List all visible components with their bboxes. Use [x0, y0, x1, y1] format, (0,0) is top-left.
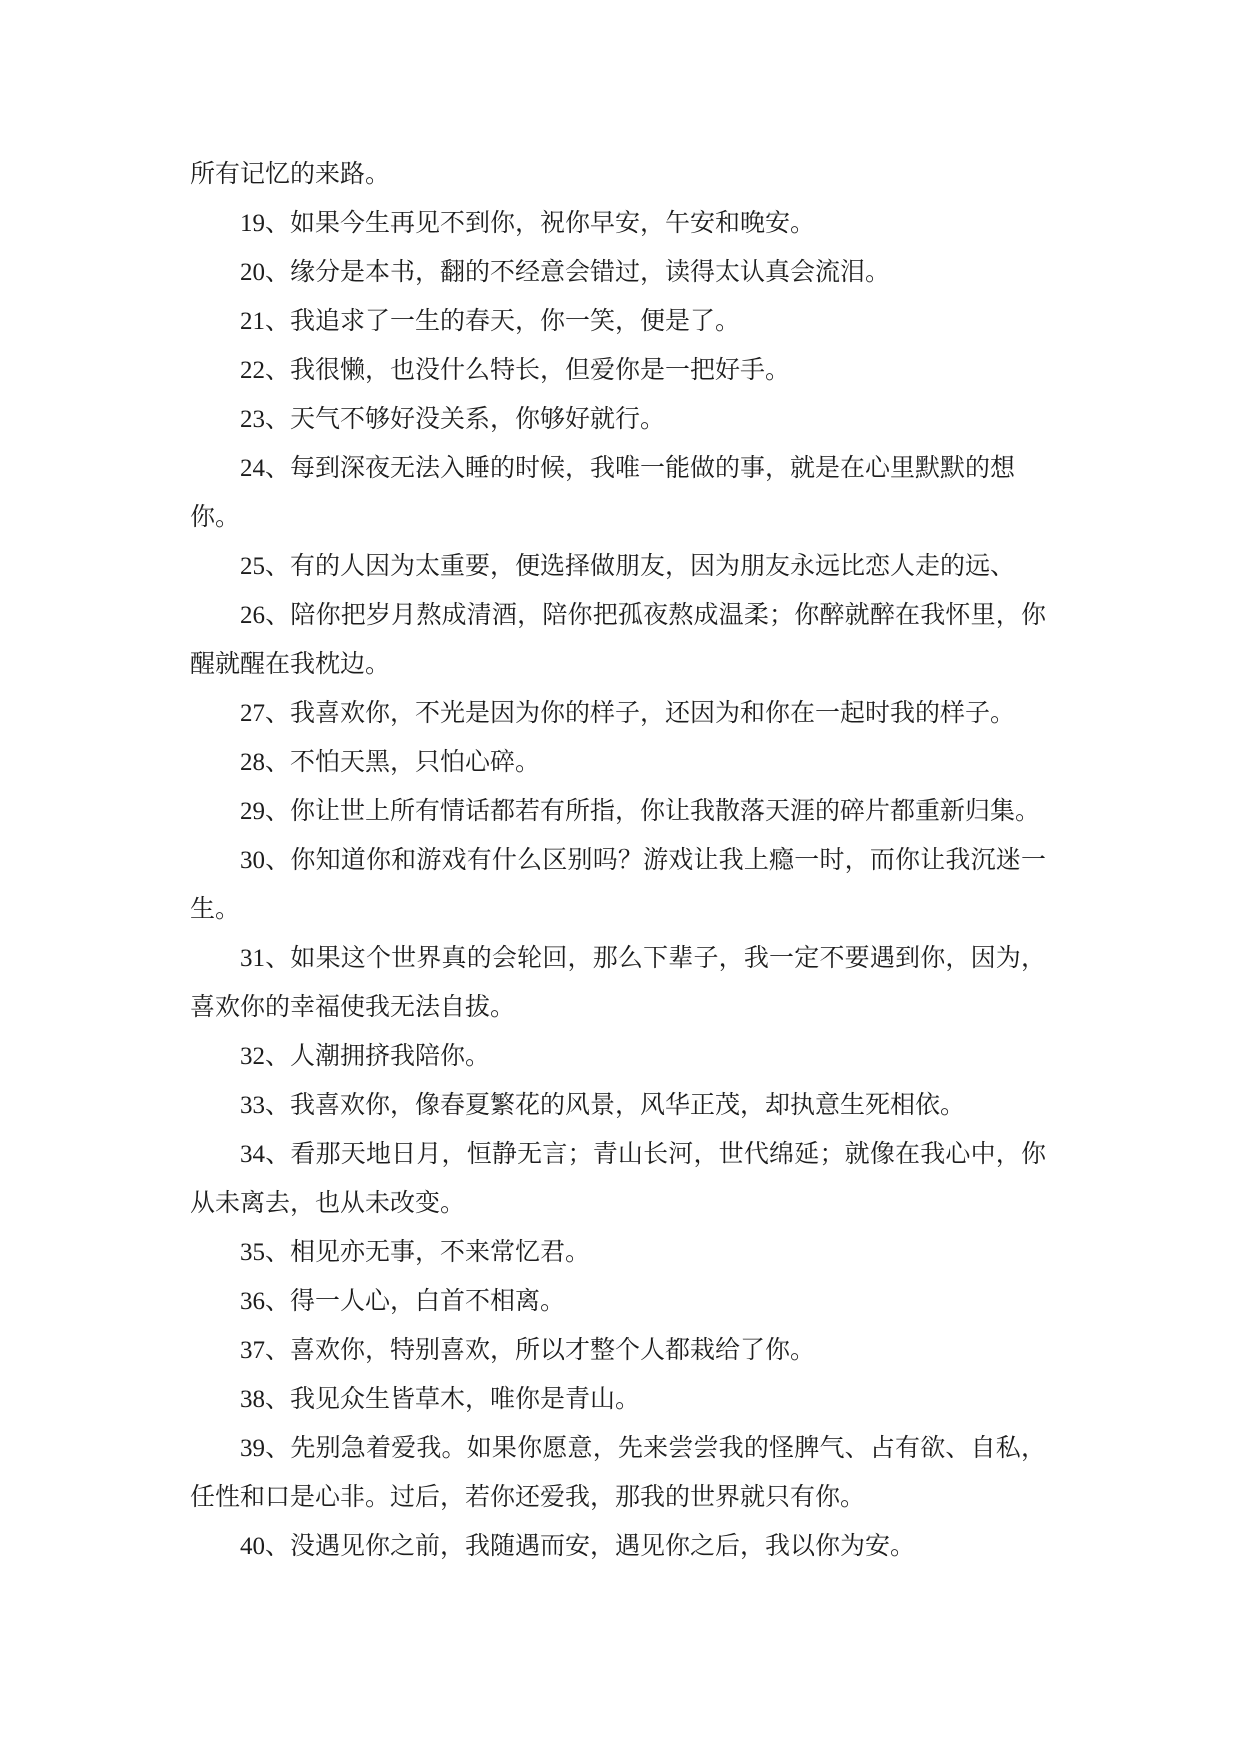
- list-item-20: [190, 248, 1046, 297]
- paragraph-line: 31、如果这个世界真的会轮回，那么下辈子，我一定不要遇到你，因为，: [240, 945, 1046, 972]
- paragraph-line: 生。: [190, 896, 241, 923]
- paragraph-line: 19、如果今生再见不到你，祝你早安，午安和晚安。: [240, 210, 816, 237]
- paragraph-line: 21、我追求了一生的春天，你一笑，便是了。: [240, 308, 741, 335]
- paragraph-line: 23、天气不够好没关系，你够好就行。: [240, 406, 666, 433]
- list-item-22: [190, 346, 1046, 395]
- paragraph-line: 40、没遇见你之前，我随遇而安，遇见你之后，我以你为安。: [240, 1533, 916, 1560]
- list-item-25: [190, 542, 1046, 591]
- paragraph-line: 26、陪你把岁月熬成清酒，陪你把孤夜熬成温柔；你醉就醉在我怀里，你: [240, 602, 1046, 629]
- paragraph-line: 39、先别急着爱我。如果你愿意，先来尝尝我的怪脾气、占有欲、自私，: [240, 1435, 1046, 1462]
- paragraph-line: 35、相见亦无事，不来常忆君。: [240, 1239, 591, 1266]
- list-item-28: [190, 738, 1046, 787]
- list-item-37: [190, 1326, 1046, 1375]
- paragraph-line: 37、喜欢你，特别喜欢，所以才整个人都栽给了你。: [240, 1337, 816, 1364]
- paragraph-line: 33、我喜欢你，像春夏繁花的风景，风华正茂，却执意生死相依。: [240, 1092, 966, 1119]
- list-item-35: [190, 1228, 1046, 1277]
- list-item-23: [190, 395, 1046, 444]
- paragraph-line: 所有记忆的来路。: [190, 161, 391, 188]
- list-item-39: [190, 1424, 1046, 1522]
- list-item-36: [190, 1277, 1046, 1326]
- list-item-29: [190, 787, 1046, 836]
- paragraph-line: 任性和口是心非。过后，若你还爱我，那我的世界就只有你。: [190, 1484, 866, 1511]
- paragraph-line: 28、不怕天黑，只怕心碎。: [240, 749, 541, 776]
- paragraph-line: 喜欢你的幸福使我无法自拔。: [190, 994, 516, 1021]
- paragraph-line: 醒就醒在我枕边。: [190, 651, 391, 678]
- paragraph-line: 32、人潮拥挤我陪你。: [240, 1043, 491, 1070]
- list-item-27: [190, 689, 1046, 738]
- list-item-33: [190, 1081, 1046, 1130]
- list-item-21: [190, 297, 1046, 346]
- paragraph-line: 从未离去，也从未改变。: [190, 1190, 466, 1217]
- paragraph-line: 20、缘分是本书，翻的不经意会错过，读得太认真会流泪。: [240, 259, 891, 286]
- paragraph-line: 22、我很懒，也没什么特长，但爱你是一把好手。: [240, 357, 791, 384]
- list-item-30: [190, 836, 1046, 934]
- paragraph-line: 29、你让世上所有情话都若有所指，你让我散落天涯的碎片都重新归集。: [240, 798, 1041, 825]
- paragraph-line: 38、我见众生皆草木，唯你是青山。: [240, 1386, 641, 1413]
- continued-paragraph: [190, 150, 1046, 199]
- document-body: [190, 150, 1046, 1571]
- list-item-26: [190, 591, 1046, 689]
- paragraph-line: 30、你知道你和游戏有什么区别吗？游戏让我上瘾一时，而你让我沉迷一: [240, 847, 1046, 874]
- list-item-31: [190, 934, 1046, 1032]
- list-item-38: [190, 1375, 1046, 1424]
- paragraph-line: 24、每到深夜无法入睡的时候，我唯一能做的事，就是在心里默默的想: [240, 455, 1016, 482]
- list-item-40: [190, 1522, 1046, 1571]
- paragraph-line: 25、有的人因为太重要，便选择做朋友，因为朋友永远比恋人走的远、: [240, 553, 1016, 580]
- paragraph-line: 你。: [190, 504, 241, 531]
- paragraph-line: 36、得一人心，白首不相离。: [240, 1288, 566, 1315]
- paragraph-line: 34、看那天地日月，恒静无言；青山长河，世代绵延；就像在我心中，你: [240, 1141, 1046, 1168]
- paragraph-line: 27、我喜欢你，不光是因为你的样子，还因为和你在一起时我的样子。: [240, 700, 1016, 727]
- list-item-19: [190, 199, 1046, 248]
- list-item-32: [190, 1032, 1046, 1081]
- list-item-34: [190, 1130, 1046, 1228]
- list-item-24: [190, 444, 1046, 542]
